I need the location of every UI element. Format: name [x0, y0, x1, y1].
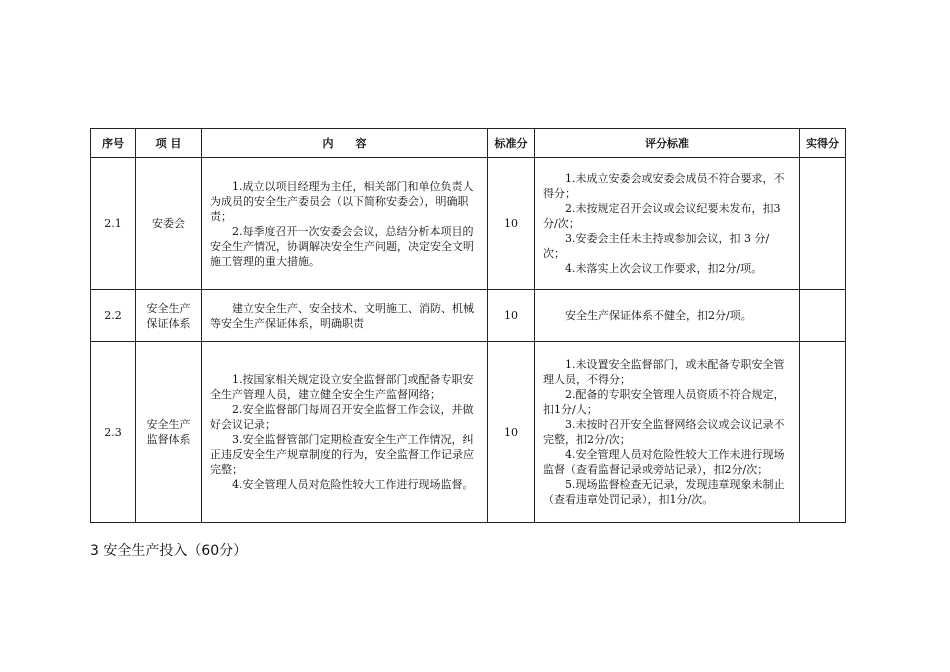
row-criteria	[535, 158, 800, 290]
content-line: 建立安全生产、安全技术、文明施工、消防、机械等安全生产保证体系，明确职责	[210, 301, 474, 330]
row-number: 2.2	[91, 290, 136, 342]
row-number: 2.1	[91, 158, 136, 290]
header-content: 内 容	[202, 129, 488, 158]
criteria-line: 3.未按时召开安全监督网络会议或会议记录不完整，扣2分/次；	[543, 418, 785, 446]
row-item-label: 安全生产保证体系	[146, 301, 191, 330]
header-actual-score: 实得分	[800, 129, 846, 158]
scoring-table	[90, 128, 846, 523]
table-header-row	[91, 129, 846, 158]
row-item	[136, 342, 202, 523]
row-item-label: 安全生产监督体系	[146, 418, 191, 446]
header-no: 序号	[91, 129, 136, 158]
row-item	[136, 290, 202, 342]
table-row	[91, 342, 846, 523]
criteria-line: 2.配备的专职安全管理人员资质不符合规定，扣1分/人；	[543, 388, 785, 416]
content-line: 3.安全监督管部门定期检查安全生产工作情况，纠正违反安全生产规章制度的行为，安全监督工作记录应完整；	[210, 433, 474, 476]
row-content	[202, 290, 488, 342]
criteria-line: 5.现场监督检查无记录，发现违章现象未制止（查看违章处罚记录），扣1分/次。	[543, 478, 785, 506]
criteria-line: 4.安全管理人员对危险性较大工作未进行现场监督（查看监督记录或旁站记录），扣2分/次；	[543, 448, 785, 476]
row-criteria	[535, 342, 800, 523]
row-number: 2.3	[91, 342, 136, 523]
row-actual-score[interactable]	[800, 290, 846, 342]
criteria-line: 4.未落实上次会议工作要求，扣2分/项。	[565, 262, 763, 275]
row-content	[202, 342, 488, 523]
content-line: 1.按国家相关规定设立安全监督部门或配备专职安全生产管理人员，建立健全安全生产监督网络；	[210, 373, 474, 401]
criteria-line: 安全生产保证体系不健全，扣2分/项。	[565, 309, 752, 322]
criteria-line: 1.未设置安全监督部门，或未配备专职安全管理人员，不得分；	[543, 358, 785, 386]
header-standard-score: 标准分	[488, 129, 535, 158]
criteria-line: 1.未成立安委会或安委会成员不符合要求，不得分；	[543, 172, 785, 200]
row-item: 安委会	[136, 158, 202, 290]
content-line: 1.成立以项目经理为主任，相关部门和单位负责人为成员的安全生产委员会（以下简称安委会），明确职责；	[210, 179, 474, 223]
row-actual-score[interactable]	[800, 342, 846, 523]
table-row	[91, 290, 846, 342]
row-criteria	[535, 290, 800, 342]
criteria-line: 3.安委会主任未主持或参加会议，扣 3 分/次；	[543, 232, 770, 260]
content-line: 4.安全管理人员对危险性较大工作进行现场监督。	[232, 478, 474, 491]
row-standard-score: 10	[488, 342, 535, 523]
section-heading: 3 安全生产投入（60分）	[90, 543, 248, 559]
table-row	[91, 158, 846, 290]
row-standard-score: 10	[488, 290, 535, 342]
row-content	[202, 158, 488, 290]
header-criteria: 评分标准	[535, 129, 800, 158]
content-line: 2.每季度召开一次安委会会议，总结分析本项目的安全生产情况，协调解决安全生产问题，决定安全文明施工管理的重大措施。	[210, 224, 474, 268]
header-item: 项 目	[136, 129, 202, 158]
content-line: 2.安全监督部门每周召开安全监督工作会议，并做好会议记录；	[210, 403, 474, 431]
criteria-line: 2.未按规定召开会议或会议纪要未发布，扣3分/次；	[543, 202, 781, 230]
row-standard-score: 10	[488, 158, 535, 290]
row-actual-score[interactable]	[800, 158, 846, 290]
